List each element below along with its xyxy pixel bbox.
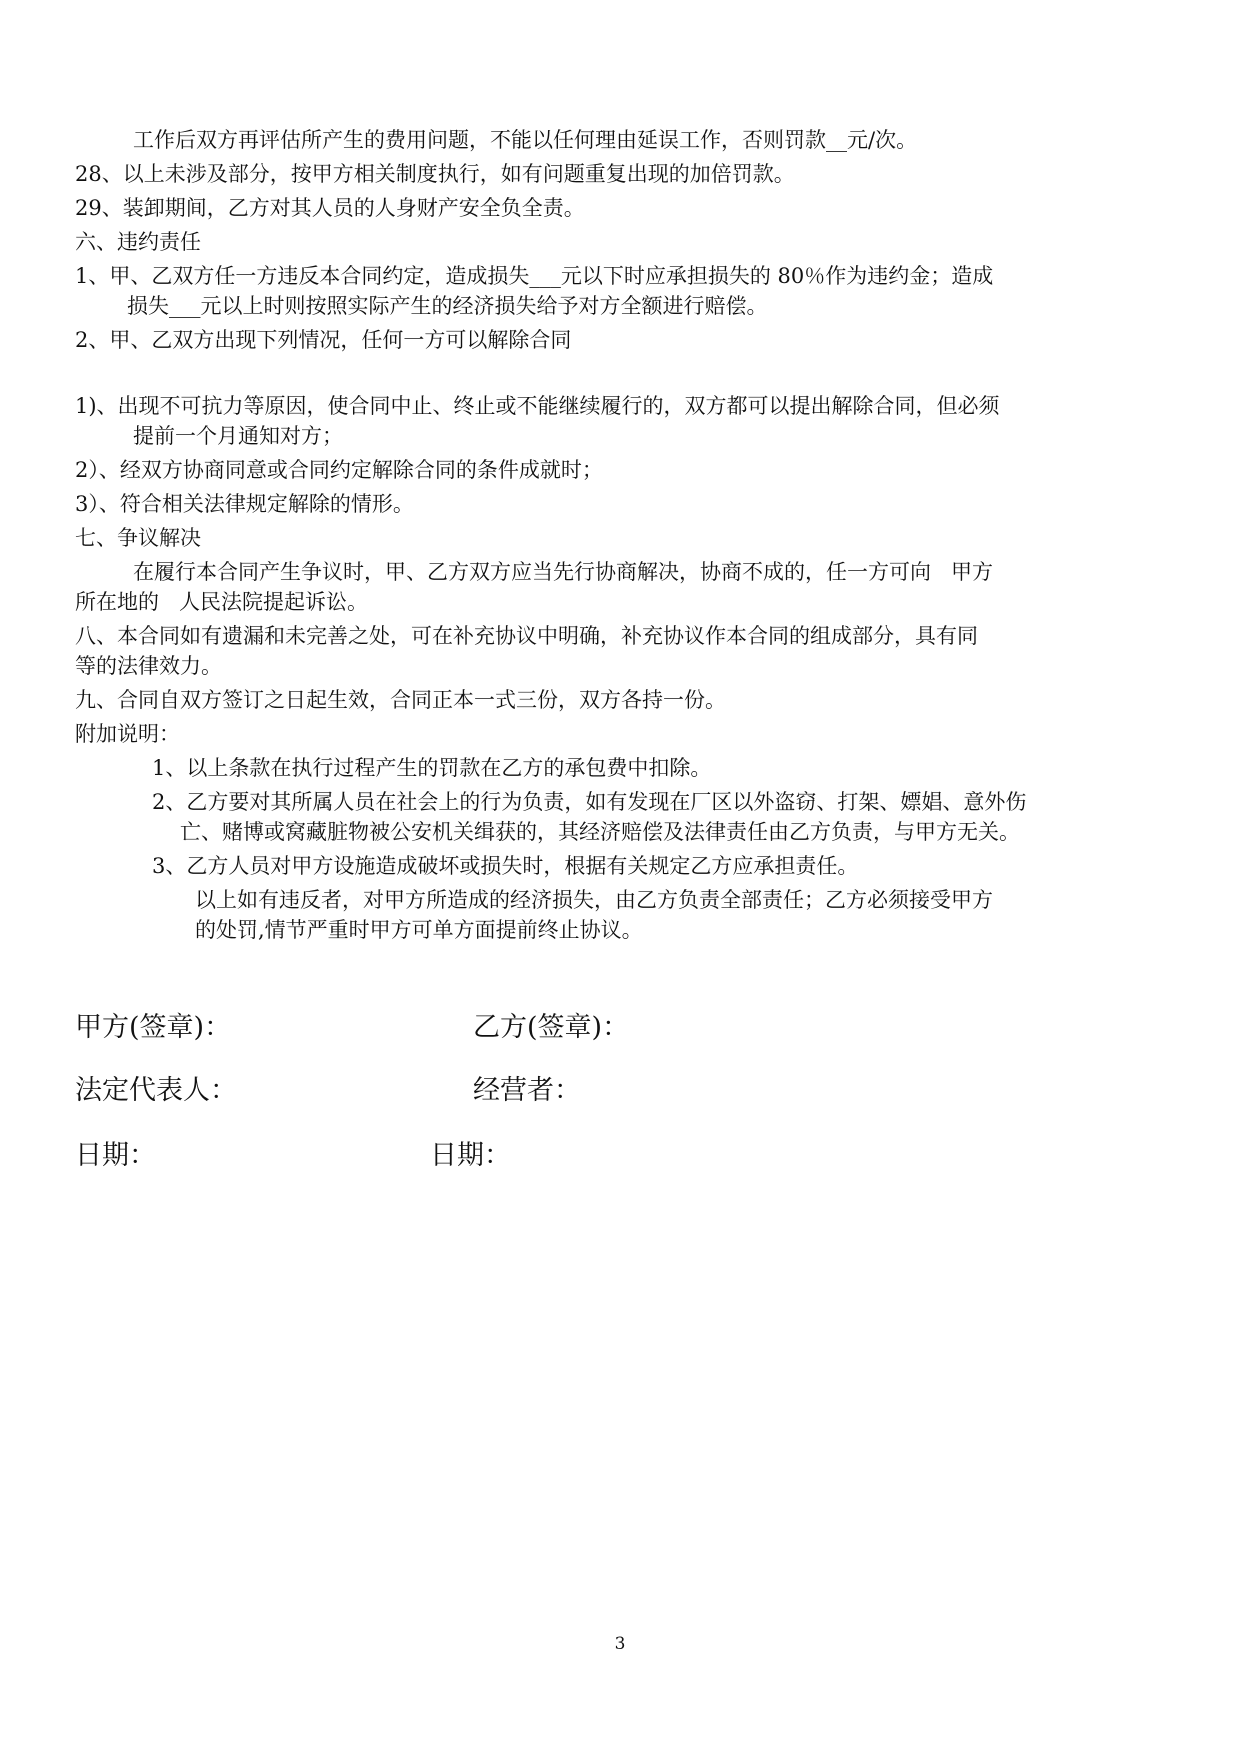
section-6-item-1-line-1: 1、甲、乙双方任一方违反本合同约定，造成损失___元以下时应承担损失的 80％作为违约金；造成 — [75, 264, 994, 288]
section-9: 九、合同自双方签订之日起生效，合同正本一式三份，双方各持一份。 — [75, 688, 726, 712]
section-6-item-1-line-2: 损失___元以上时则按照实际产生的经济损失给予对方全额进行赔偿。 — [127, 294, 768, 318]
section-6-title: 六、违约责任 — [75, 230, 201, 254]
section-6-sub-2: 2）、经双方协商同意或合同约定解除合同的条件成就时； — [75, 458, 603, 482]
appendix-note-line-2: 的处罚,情节严重时甲方可单方面提前终止协议。 — [195, 918, 643, 942]
appendix-item-1: 1、以上条款在执行过程产生的罚款在乙方的承包费中扣除。 — [152, 756, 712, 780]
page-number: 3 — [614, 1634, 626, 1654]
clause-29: 29、装卸期间，乙方对其人员的人身财产安全负全责。 — [75, 196, 585, 220]
section-7-body-line-1: 在履行本合同产生争议时，甲、乙方双方应当先行协商解决，协商不成的，任一方可向 甲方 — [133, 560, 994, 584]
appendix-item-2-line-1: 2、乙方要对其所属人员在社会上的行为负责，如有发现在厂区以外盗窃、打架、嫖娼、意外伤 — [152, 790, 1027, 814]
party-a-date-label: 日期： — [75, 1140, 156, 1171]
party-b-date-label: 日期： — [430, 1140, 511, 1171]
operator-label: 经营者： — [473, 1075, 581, 1106]
appendix-item-3: 3、乙方人员对甲方设施造成破坏或损失时，根据有关规定乙方应承担责任。 — [152, 854, 859, 878]
clause-28: 28、以上未涉及部分，按甲方相关制度执行，如有问题重复出现的加倍罚款。 — [75, 162, 795, 186]
appendix-item-2-line-2: 亡、赌博或窝藏脏物被公安机关缉获的，其经济赔偿及法律责任由乙方负责，与甲方无关。 — [180, 820, 1020, 844]
section-6-sub-3: 3）、符合相关法律规定解除的情形。 — [75, 492, 414, 516]
party-b-signature-label: 乙方(签章)： — [473, 1012, 630, 1043]
section-8-line-1: 八、本合同如有遗漏和未完善之处，可在补充协议中明确，补充协议作本合同的组成部分，具有同 — [75, 624, 978, 648]
section-7-title: 七、争议解决 — [75, 526, 201, 550]
clause-27-continuation: 工作后双方再评估所产生的费用问题，不能以任何理由延误工作，否则罚款__元/次。 — [133, 128, 918, 152]
appendix-title: 附加说明： — [75, 722, 180, 746]
section-6-sub-1-line-1: 1)、出现不可抗力等原因，使合同中止、终止或不能继续履行的，双方都可以提出解除合同，但必须 — [75, 394, 1000, 418]
party-a-signature-label: 甲方(签章)： — [75, 1012, 232, 1043]
section-6-sub-1-line-2: 提前一个月通知对方； — [133, 424, 343, 448]
section-6-item-2: 2、甲、乙双方出现下列情况，任何一方可以解除合同 — [75, 328, 572, 352]
section-8-line-2: 等的法律效力。 — [75, 654, 222, 678]
section-7-body-line-2: 所在地的 人民法院提起诉讼。 — [75, 590, 369, 614]
legal-representative-label: 法定代表人： — [75, 1075, 237, 1106]
appendix-note-line-1: 以上如有违反者，对甲方所造成的经济损失，由乙方负责全部责任；乙方必须接受甲方 — [195, 888, 993, 912]
